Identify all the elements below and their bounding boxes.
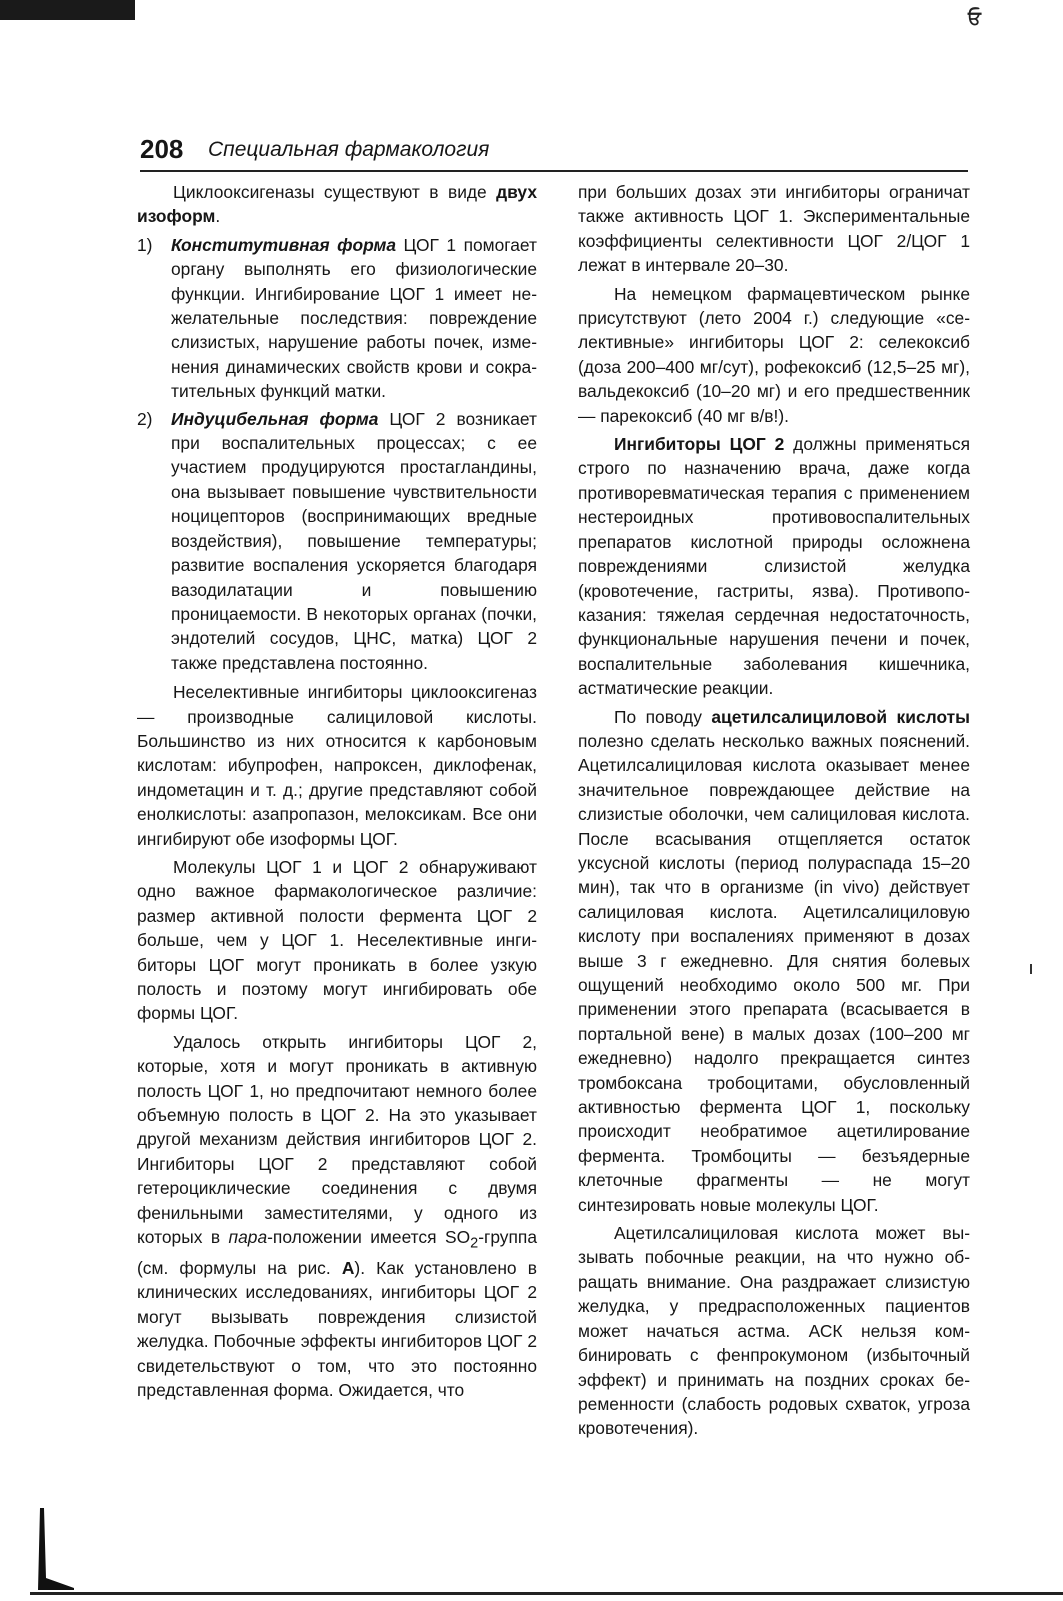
right-column [578, 180, 970, 1445]
list-item: 1) Конститутивная форма ЦОГ 1 помогает органу выполнять его физиологические функции. Ингибирование ЦОГ 1 имеет нежелательные последствия: повреждение слизистых, нарушение работы почек, изменения динамических свойств крови и сократительных функций матки. [137, 234, 537, 402]
aspirin-paragraph: По поводу ацетилсалициловой кислоты полезно сделать несколько важных пояснений. Ацетилсалициловая кислота оказывает менее значительное повреждающее действие на слизистые оболочки, чем салициловая кислота. После всасывания отщепляется остаток уксусной кислоты (период полураспада 15–20 мин), так что в организме (in vivo) действует салициловая кислота. Ацетилсалициловую кислоту при воспалениях применяют в дозах выше 3 г ежедневно. Для снятия болевых ощущений необходимо около 500 мг. При применении этого препарата (всасывается в портальной вене) в малых дозах (100–200 мг ежедневно) надолго прекращается синтез тромбоксана тробоцитами, обусловленный активностью фермента ЦОГ 1, поскольку происходит необратимое ацетилирование фермента. Тромбоциты — безъядерные клеточные фрагменты — не могут синтезировать новые молекулы ЦОГ. [578, 706, 971, 1215]
isoform-list [137, 233, 537, 675]
corner-bracket-icon [36, 1508, 76, 1590]
cox2-inhibitors-paragraph: Удалось открыть ингибиторы ЦОГ 2, которые, хотя и могут проникать в активную полость ЦОГ 1, но предпочитают немного более объемную полость в ЦОГ 2. На это указывает другой механизм действия ингибиторов ЦОГ 2. Ингибиторы ЦОГ 2 представляют собой гетероциклические соединения с двумя фенильными заместителями, у одного из которых в пара-положении имеется $SO_2$-группа (см. формулы на рис. А). Как установлено в клинических исследованиях, ингибиторы ЦОГ 2 могут вызывать повреждения слизистой желудка. Побочные эффекты ингибиторов ЦОГ 2 свидетельствуют о том, что это постоянно представленная форма. Ожидается, что [137, 1031, 537, 1400]
page-number: 208 [140, 134, 184, 164]
margin-tick [1030, 964, 1032, 974]
market-paragraph: На немецком фармацевтическом рынке присутствуют (лето 2004 г.) следующие «селективные» ингибиторы ЦОГ 2: селекоксиб (доза 200–400 мг/сут), рофекоксиб (12,5–25 мг), вальдекоксиб (10–20 мг) и его предшественник — парекоксиб (40 мг в/в!). [578, 283, 970, 426]
bottom-rule [30, 1592, 1063, 1595]
continuation-paragraph: при больших дозах эти ингибиторы ограничат также активность ЦОГ 1. Экспериментальные коэффициенты селективности ЦОГ 2/ЦОГ 1 лежат в интервале 20–30. [578, 182, 970, 276]
page-header [140, 134, 968, 172]
left-column [137, 180, 537, 1406]
list-item: 2) Индуцибельная форма ЦОГ 2 возникает при воспалительных процессах; с ее участием продуцируются простагландины, она вызывает повышение чувствительности ноцицепторов (воспринимающих вредные воздействия), повышение температуры; развитие воспаления ускоряется благодаря вазодилатации и повышению проницаемости. В некоторых органах (почки, эндотелий сосудов, ЦНС, матка) ЦОГ 2 также представлена постоянно. [137, 408, 537, 673]
intro-paragraph: Циклооксигеназы существуют в виде двух изоформ. [137, 182, 537, 227]
inhibitors-usage-paragraph: Ингибиторы ЦОГ 2 должны применяться строго по назначению врача, даже когда противоревматическая терапия с применением нестероидных противовоспалительных препаратов кислотной природы осложнена повреждениями слизистой желудка (кровотечение, гастриты, язва). Противопоказания: тяжелая сердечная недостаточность, функциональные нарушения печени и почек, воспалительные заболевания кишечника, астматические реакции. [578, 434, 970, 699]
side-effects-paragraph: Ацетилсалициловая кислота может вызывать побочные реакции, на что нужно обращать внимание. Она раздражает слизистую желудка, у предрасположенных пациентов может начаться астма. АСК нельзя комбинировать с фенпрокумоном (избыточный эффект) и принимать на поздних сроках беременности (слабость родовых схваток, угроза кровотечения). [578, 1223, 970, 1439]
nonselective-paragraph: Неселективные ингибиторы циклооксигеназ — производные салициловой кислоты. Большинство из них относится к карбоновым кислотам: ибупрофен, напроксен, диклофенак, индометацин и т. д.; другие представляют собой енолкислоты: азапропазон, мелоксикам. Все они ингибируют обе изоформы ЦОГ. [137, 682, 537, 849]
scan-edge-mark [0, 0, 135, 20]
running-title: Специальная фармакология [208, 138, 490, 161]
molecules-paragraph: Молекулы ЦОГ 1 и ЦОГ 2 обнаруживают одно важное фармакологическое различие: размер активной полости фермента ЦОГ 2 больше, чем у ЦОГ 1. Неселективные ингибиторы ЦОГ могут проникать в более узкую полость и поэтому могут ингибировать обе формы ЦОГ. [137, 856, 537, 1024]
corner-mark: ਓ [968, 8, 981, 28]
